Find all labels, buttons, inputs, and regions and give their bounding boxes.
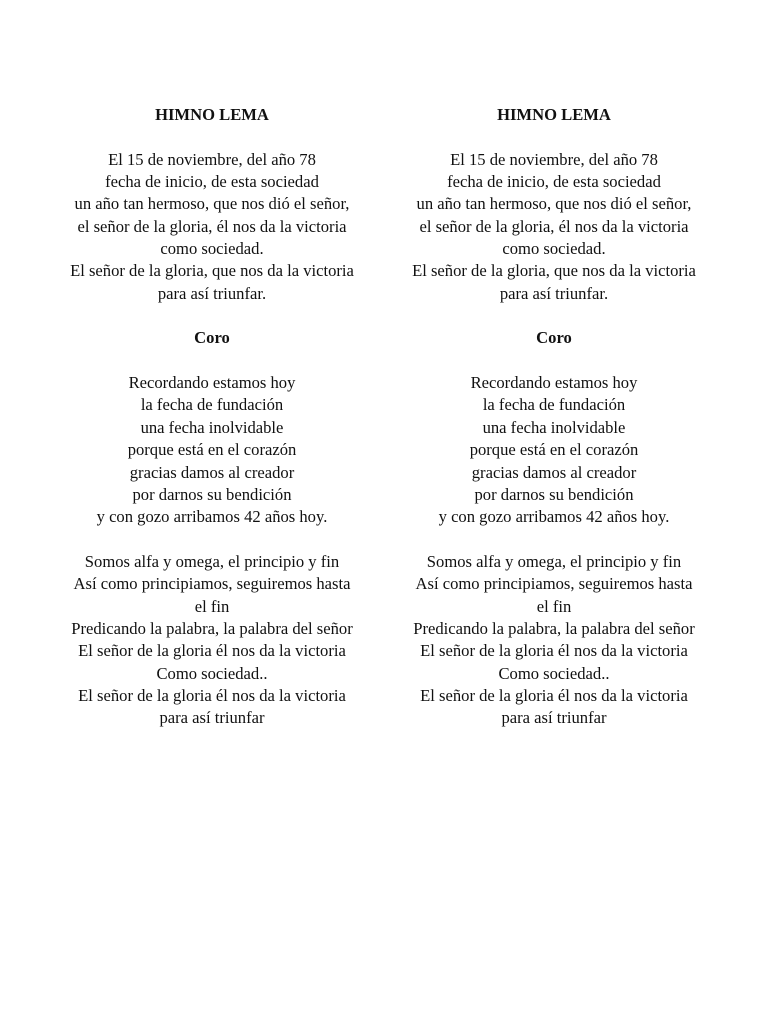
- verse-line: Así como principiamos, seguiremos hasta: [415, 574, 693, 594]
- verse-line: Predicando la palabra, la palabra del señor: [71, 618, 353, 638]
- chorus-line: gracias damos al creador: [471, 462, 637, 482]
- verse-line: Como sociedad..: [498, 663, 610, 683]
- hymn-column-right: [384, 104, 724, 752]
- verse-line: El señor de la gloria, que nos da la victoria: [412, 261, 696, 281]
- verse-line: Somos alfa y omega, el principio y fin: [84, 551, 340, 571]
- verse-line: El señor de la gloria, que nos da la victoria: [70, 261, 354, 281]
- verse-line: para así triunfar: [159, 708, 265, 728]
- verse-line: un año tan hermoso, que nos dió el señor,: [416, 194, 692, 214]
- verse-line: el señor de la gloria, él nos da la victoria: [419, 216, 689, 236]
- verse-2: [384, 551, 724, 730]
- verse-line: el fin: [194, 596, 230, 616]
- verse-1: [384, 149, 724, 305]
- chorus-line: una fecha inolvidable: [140, 417, 284, 437]
- chorus-line: la fecha de fundación: [482, 395, 626, 415]
- verse-line: para así triunfar: [501, 708, 607, 728]
- verse-line: para así triunfar.: [499, 283, 609, 303]
- chorus-line: una fecha inolvidable: [482, 417, 626, 437]
- chorus-line: porque está en el corazón: [127, 440, 297, 460]
- chorus-line: la fecha de fundación: [140, 395, 284, 415]
- verse-line: fecha de inicio, de esta sociedad: [105, 172, 319, 192]
- verse-line: el fin: [536, 596, 572, 616]
- chorus-line: Recordando estamos hoy: [470, 373, 638, 393]
- verse-line: El señor de la gloria él nos da la victoria: [78, 685, 346, 705]
- hymn-title: HIMNO LEMA: [497, 105, 611, 124]
- verse-line: El señor de la gloria él nos da la victoria: [420, 641, 688, 661]
- verse-line: Así como principiamos, seguiremos hasta: [73, 574, 351, 594]
- chorus-line: Recordando estamos hoy: [128, 373, 296, 393]
- chorus-title: Coro: [536, 328, 572, 348]
- chorus-line: porque está en el corazón: [469, 440, 639, 460]
- verse-line: como sociedad.: [160, 239, 264, 259]
- chorus-line: por darnos su bendición: [132, 484, 292, 504]
- verse-line: El 15 de noviembre, del año 78: [108, 149, 316, 169]
- verse-line: Como sociedad..: [156, 663, 268, 683]
- verse-line: para así triunfar.: [157, 283, 267, 303]
- verse-line: El señor de la gloria él nos da la victoria: [420, 685, 688, 705]
- verse-line: Predicando la palabra, la palabra del señor: [413, 618, 695, 638]
- verse-line: Somos alfa y omega, el principio y fin: [426, 551, 682, 571]
- chorus: [384, 372, 724, 528]
- chorus: [42, 372, 382, 528]
- verse-line: El señor de la gloria él nos da la victoria: [78, 641, 346, 661]
- verse-2: [42, 551, 382, 730]
- chorus-title: Coro: [194, 328, 230, 348]
- hymn-title: HIMNO LEMA: [155, 105, 269, 124]
- verse-line: El 15 de noviembre, del año 78: [450, 149, 658, 169]
- hymn-column-left: [42, 104, 382, 752]
- verse-line: el señor de la gloria, él nos da la victoria: [77, 216, 347, 236]
- verse-1: [42, 149, 382, 305]
- chorus-line: por darnos su bendición: [474, 484, 634, 504]
- chorus-line: y con gozo arribamos 42 años hoy.: [96, 507, 328, 527]
- verse-line: fecha de inicio, de esta sociedad: [447, 172, 661, 192]
- chorus-line: y con gozo arribamos 42 años hoy.: [438, 507, 670, 527]
- verse-line: como sociedad.: [502, 239, 606, 259]
- chorus-line: gracias damos al creador: [129, 462, 295, 482]
- verse-line: un año tan hermoso, que nos dió el señor,: [74, 194, 350, 214]
